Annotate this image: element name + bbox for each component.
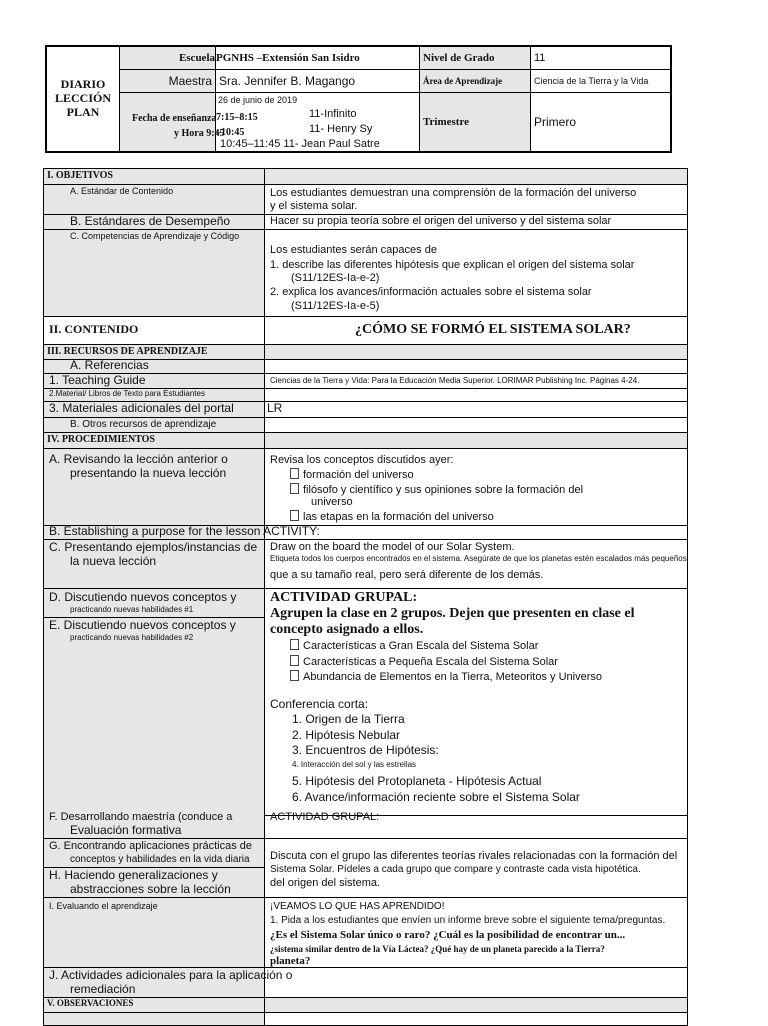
- evaluando-label: I. Evaluando el aprendizaje: [49, 901, 158, 911]
- estandares-desempeno-label-cell: [44, 215, 265, 229]
- time-1: 7:15–8:15: [216, 111, 258, 123]
- teaching-guide-label: 1. Teaching Guide: [49, 373, 146, 387]
- presentando-value-cell: [265, 540, 687, 588]
- estandar-contenido-text-2: y el sistema solar.: [270, 200, 358, 212]
- portal-value-cell: [265, 402, 687, 417]
- nivel-label: Nivel de Grado: [420, 46, 531, 69]
- diario-line-3: PLAN: [66, 104, 100, 119]
- checkbox-icon: [290, 468, 299, 479]
- area-label: Área de Aprendizaje: [420, 69, 531, 92]
- actividades-adicionales-label-2: remediación: [70, 982, 136, 996]
- presentando-text-2: Etiqueta todos los cuerpos encontrados en el sistema. Asegúrate de que los planetas estén escalados más pequeños: [270, 554, 687, 563]
- otros-recursos-row: [44, 418, 687, 433]
- observaciones-title: V. OBSERVACIONES: [47, 998, 134, 1008]
- maestra-label: Maestra: [120, 69, 216, 92]
- desarrollando-label-1: F. Desarrollando maestría (conduce a: [49, 811, 233, 823]
- generalizaciones-label-2: abstracciones sobre la lección: [70, 882, 231, 896]
- otros-recursos-label: B. Otros recursos de aprendizaje: [70, 419, 217, 430]
- observaciones-title-cell: [44, 998, 265, 1012]
- objetivos-title: I. OBJETIVOS: [47, 170, 113, 181]
- competencias-item-2-code: (S11/12ES-Ia-e-5): [291, 300, 380, 312]
- conferencia-item-6: 6. Avance/información reciente sobre el Sistema Solar: [292, 790, 580, 804]
- discutiendo-2-label-cell: [44, 618, 265, 815]
- contenido-title-cell: [44, 317, 265, 344]
- revisando-item-1: [290, 468, 414, 482]
- aplicaciones-text-2: Sistema Solar. Pídeles a cada grupo que compare y contraste cada vista hipotética.: [270, 864, 641, 875]
- discutiendo-1-label-1: D. Discutiendo nuevos conceptos y: [49, 590, 237, 604]
- revisando-item-2: [290, 483, 583, 497]
- contenido-heading-cell: [265, 317, 687, 344]
- actividad-grupal-text-1: Agrupen la clase en 2 grupos. Dejen que presenten en clase el: [270, 606, 635, 621]
- presentando-label-1: C. Presentando ejemplos/instancias de: [49, 540, 258, 554]
- estandares-desempeno-value-cell: [265, 215, 687, 229]
- concepto-item-3-text: Abundancia de Elementos en la Tierra, Meteoritos y Universo: [303, 671, 602, 683]
- actividades-adicionales-label-1: J. Actividades adicionales para la aplicación o: [49, 968, 293, 982]
- aplicaciones-label-2: conceptos y habilidades en la vida diaria: [70, 854, 250, 865]
- desarrollando-text: ACTIVIDAD GRUPAL:: [270, 811, 380, 823]
- fecha-hora-value: [216, 92, 420, 152]
- competencias-row: [44, 230, 687, 317]
- revisando-item-2-text: filósofo y científico y sus opiniones sobre la formación del: [303, 484, 584, 496]
- presentando-row: [44, 540, 687, 589]
- evaluando-text-1: ¡VEAMOS LO QUE HAS APRENDIDO!: [270, 901, 445, 912]
- revisando-item-3-text: las etapas en la formación del universo: [303, 511, 494, 523]
- portal-label-cell: [44, 402, 265, 417]
- teaching-guide-row: [44, 374, 687, 389]
- actividades-adicionales-row: [44, 968, 687, 998]
- recursos-title: III. RECURSOS DE APRENDIZAJE: [47, 346, 208, 357]
- material-estudiantes-label: 2.Material/ Libros de Texto para Estudiantes: [49, 389, 205, 398]
- evaluando-row: [44, 898, 687, 968]
- aplicaciones-label-1: G. Encontrando aplicaciones prácticas de: [49, 840, 253, 852]
- teaching-guide-label-cell: [44, 374, 265, 388]
- contenido-title: II. CONTENIDO: [49, 322, 139, 336]
- discutiendo-value-cell: [265, 589, 687, 815]
- fecha-hora-label: [120, 92, 225, 152]
- sched-2: 11- Henry Sy: [309, 122, 373, 135]
- concepto-item-2: [290, 655, 558, 669]
- aplicaciones-row: [44, 839, 687, 898]
- competencias-item-2: 2. explica los avances/información actuales sobre el sistema solar: [270, 286, 592, 298]
- desarrollando-row: [44, 810, 687, 839]
- competencias-label-cell: [44, 230, 265, 316]
- procedimientos-header: [44, 433, 687, 449]
- concepto-item-1: [290, 639, 538, 653]
- desarrollando-label-cell: [44, 810, 265, 838]
- evaluando-text-4: ¿sistema similar dentro de la Vía Láctea? ¿Qué hay de un planeta parecido a la Tierra?: [270, 944, 605, 954]
- aplicaciones-value-cell: [265, 839, 687, 897]
- concepto-item-3: [290, 670, 602, 684]
- checkbox-icon: [290, 655, 299, 666]
- discutiendo-2-label-2: practicando nuevas habilidades #2: [70, 633, 194, 642]
- diario-leccion-plan: [46, 46, 120, 152]
- revisando-value-cell: [265, 449, 687, 525]
- estandares-desempeno-label: B. Estándares de Desempeño: [70, 214, 231, 228]
- sched-3: 10:45–11:45 11- Jean Paul Satre: [220, 137, 380, 150]
- procedimientos-title: IV. PROCEDIMIENTOS: [47, 434, 155, 445]
- teaching-guide-text: Ciencias de la Tierra y Vida: Para la Educación Media Superior. LORIMAR Publishing Inc. Páginas 4-24.: [270, 376, 640, 385]
- checkbox-icon: [290, 510, 299, 521]
- contenido-row: [44, 317, 687, 345]
- checkbox-icon: [290, 639, 299, 650]
- diario-line-1: DIARIO: [60, 77, 106, 92]
- observaciones-label-cell: [44, 1013, 265, 1025]
- trimestre-label: Trimestre: [420, 92, 531, 152]
- objetivos-title-cell: [44, 169, 265, 184]
- presentando-text-3: que a su tamaño real, pero será diferente de los demás.: [270, 569, 544, 581]
- time-2: –10:45: [216, 126, 245, 138]
- referencias-label-cell: [44, 360, 265, 373]
- conferencia-item-5: 5. Hipótesis del Protoplaneta - Hipótesis Actual: [292, 774, 542, 788]
- generalizaciones-label-cell: [44, 868, 265, 897]
- nivel-value: 11: [531, 46, 672, 69]
- presentando-label-2: la nueva lección: [70, 554, 157, 568]
- revisando-intro: Revisa los conceptos discutidos ayer:: [270, 454, 454, 466]
- portal-label: 3. Materiales adicionales del portal: [49, 401, 234, 415]
- material-estudiantes-label-cell: [44, 389, 265, 401]
- estandar-contenido-value-cell: [265, 185, 687, 214]
- otros-recursos-label-cell: [44, 418, 265, 432]
- evaluando-value-cell: [265, 898, 687, 967]
- estandar-contenido-label-cell: [44, 185, 265, 214]
- discutiendo-2-label-1: E. Discutiendo nuevos conceptos y: [49, 618, 236, 632]
- discutiendo-row: [44, 589, 687, 816]
- revisando-item-1-text: formación del universo: [303, 469, 414, 481]
- observaciones-header: [44, 998, 687, 1013]
- presentando-label-cell: [44, 540, 265, 588]
- checkbox-icon: [290, 670, 299, 681]
- revisando-item-3: [290, 510, 494, 524]
- evaluando-text-5: planeta?: [270, 955, 311, 967]
- evaluando-text-2: 1. Pida a los estudiantes que envíen un informe breve sobre el siguiente tema/preguntas.: [270, 915, 666, 926]
- teaching-guide-value-cell: [265, 374, 687, 388]
- lesson-table: [43, 168, 688, 1026]
- purpose-label: B. Establishing a purpose for the lesson ACTIVITY:: [49, 524, 320, 538]
- estandares-desempeno-text: Hacer su propia teoría sobre el origen del universo y del sistema solar: [270, 215, 612, 227]
- aplicaciones-label-cell: [44, 839, 265, 868]
- conferencia-item-2: 2. Hipótesis Nebular: [292, 728, 401, 742]
- objetivos-header: [44, 169, 687, 185]
- conferencia-title: Conferencia corta:: [270, 697, 369, 711]
- revisando-label-2: presentando la nueva lección: [70, 466, 227, 480]
- desarrollando-value-cell: [265, 810, 687, 838]
- sched-1: 11-Infinito: [309, 107, 357, 120]
- estandar-contenido-text-1: Los estudiantes demuestran una comprensión de la formación del universo: [270, 187, 637, 199]
- referencias-row: [44, 360, 687, 374]
- estandares-desempeno-row: [44, 215, 687, 230]
- recursos-title-cell: [44, 345, 265, 359]
- competencias-label: C. Competencias de Aprendizaje y Código: [70, 231, 240, 241]
- evaluando-text-3: ¿Es el Sistema Solar único o raro? ¿Cuál es la posibilidad de encontrar un...: [270, 929, 626, 941]
- desarrollando-label-2: Evaluación formativa: [70, 823, 182, 837]
- actividad-grupal-head: ACTIVIDAD GRUPAL:: [270, 590, 418, 605]
- competencias-item-1: 1. describe las diferentes hipótesis que explican el origen del sistema solar: [270, 259, 635, 271]
- conferencia-item-3: 3. Encuentros de Hipótesis:: [292, 743, 439, 757]
- aplicaciones-text-3: del origen del sistema.: [270, 877, 381, 889]
- evaluando-label-cell: [44, 898, 265, 967]
- checkbox-icon: [290, 483, 299, 494]
- actividad-grupal-text-2: concepto asignado a ellos.: [270, 622, 424, 637]
- estandar-contenido-row: [44, 185, 687, 215]
- procedimientos-title-cell: [44, 433, 265, 448]
- revisando-row: [44, 449, 687, 526]
- conferencia-item-1: 1. Origen de la Tierra: [292, 712, 405, 726]
- fecha-label: Fecha de enseñanza: [132, 112, 217, 124]
- referencias-label: A. Referencias: [70, 358, 149, 372]
- discutiendo-1-label-cell: [44, 589, 265, 618]
- fecha-value: 26 de junio de 2019: [218, 94, 298, 105]
- conferencia-item-4: 4. Interacción del sol y las estrellas: [292, 760, 417, 769]
- generalizaciones-label-1: H. Haciendo generalizaciones y: [49, 868, 218, 882]
- concepto-item-2-text: Características a Pequeña Escala del Sistema Solar: [303, 656, 558, 668]
- escuela-label: Escuela: [120, 46, 216, 69]
- contenido-heading: ¿CÓMO SE FORMÓ EL SISTEMA SOLAR?: [355, 322, 631, 337]
- revisando-label-cell: [44, 449, 265, 525]
- trimestre-value: Primero: [531, 92, 672, 152]
- revisando-item-2-cont: universo: [311, 496, 353, 508]
- area-value: Ciencia de la Tierra y la Vida: [531, 69, 672, 92]
- competencias-intro: Los estudiantes serán capaces de: [270, 244, 437, 256]
- revisando-label-1: A. Revisando la lección anterior o: [49, 452, 228, 466]
- estandar-contenido-label: A. Estándar de Contenido: [70, 186, 174, 196]
- observaciones-row: [44, 1013, 687, 1025]
- presentando-text-1: Draw on the board the model of our Solar System.: [270, 541, 515, 553]
- competencias-item-1-code: (S11/12ES-Ia-e-2): [291, 272, 380, 284]
- portal-text: LR: [267, 401, 283, 415]
- diario-line-2: LECCIÓN: [54, 91, 111, 106]
- competencias-value-cell: [265, 230, 687, 316]
- header-table: [45, 45, 672, 153]
- hora-label: y Hora 9:45: [174, 127, 225, 139]
- purpose-row: [44, 526, 687, 540]
- maestra-value: Sra. Jennifer B. Magango: [216, 69, 420, 92]
- escuela-value: PGNHS –Extensión San Isidro: [216, 46, 420, 69]
- portal-row: [44, 402, 687, 418]
- discutiendo-1-label-2: practicando nuevas habilidades #1: [70, 605, 194, 614]
- concepto-item-1-text: Características a Gran Escala del Sistema Solar: [303, 640, 539, 652]
- aplicaciones-text-1: Discuta con el grupo las diferentes teorías rivales relacionadas con la formación del: [270, 850, 678, 862]
